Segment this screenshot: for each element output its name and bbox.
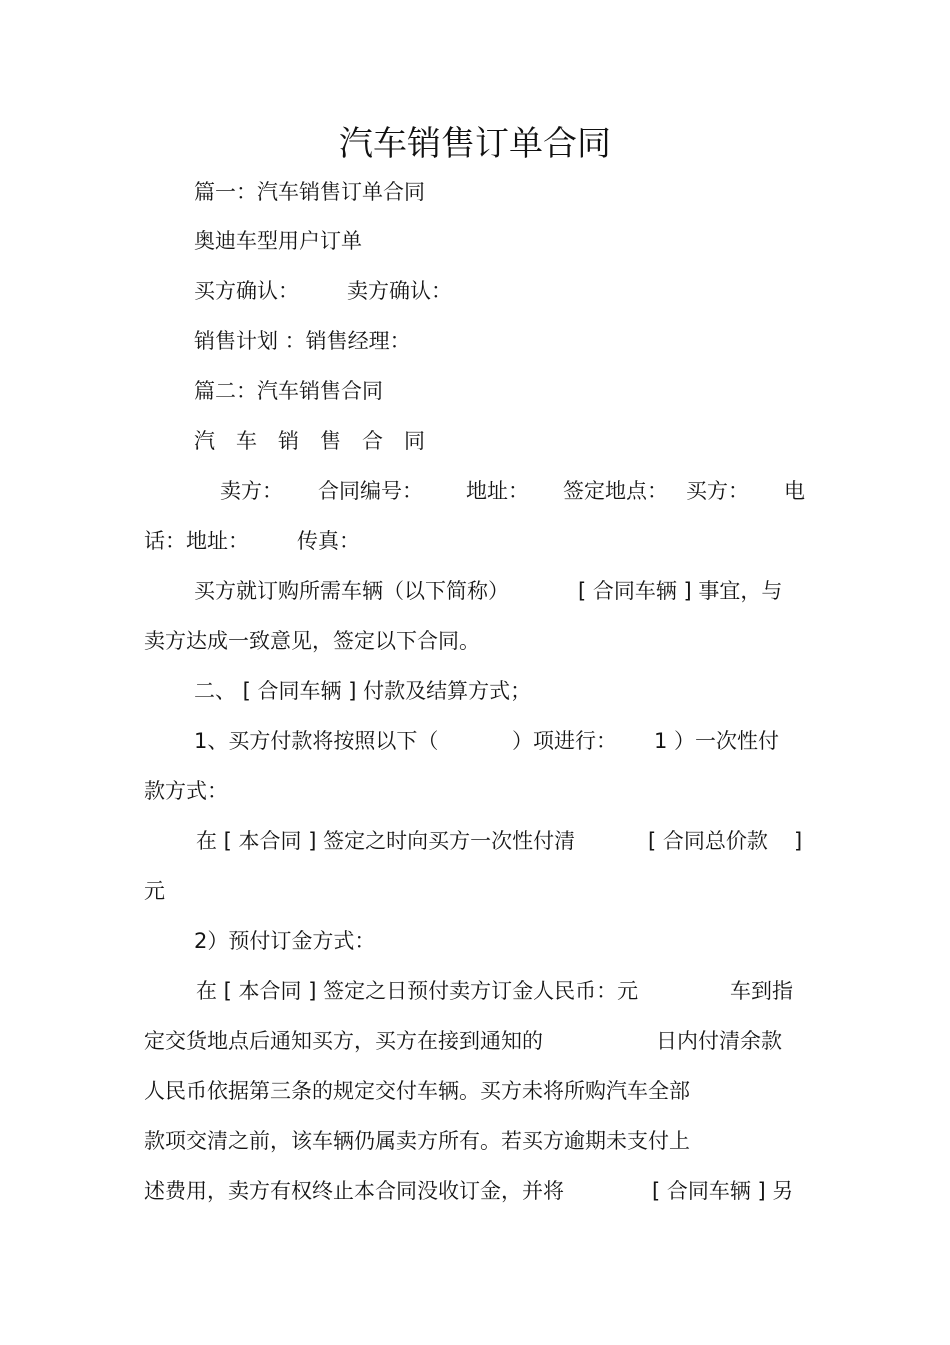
payment-method-line: 款方式： [144,779,228,803]
address-label: 地址： [466,479,529,503]
document-title: 汽车销售订单合同 [339,124,611,164]
payment-clause-item: ）项进行： [512,729,617,753]
confirmation-line [0,276,950,306]
section-two-heading: 篇二：汽车销售合同 [194,379,383,403]
contact-line [0,526,950,556]
delivery-notice-line [0,1026,950,1056]
delivery-notice-text: 定交货地点后通知买方，买方在接到通知的 [144,1029,543,1053]
payment-clause-line [0,726,950,756]
order-subtitle: 奥迪车型用户订单 [194,229,362,253]
contract-number-label: 合同编号： [318,479,423,503]
parties-line [0,476,950,506]
seller-label: 卖方： [220,479,283,503]
termination-text: 述费用，卖方有权终止本合同没收订金，并将 [144,1179,564,1203]
sales-plan-line: 销售计划 ：销售经理： [194,329,411,353]
currency-unit-line: 元 [144,879,165,903]
purpose-line [0,576,950,606]
payment-clause-text: 1、买方付款将按照以下（ [194,729,439,753]
section-one-heading: 篇一：汽车销售订单合同 [194,180,425,204]
purpose-text: 买方就订购所需车辆（以下简称） [194,579,509,603]
seller-confirm-label: 卖方确认： [347,279,452,303]
agreement-line: 卖方达成一致意见，签定以下合同。 [144,629,480,653]
purpose-text-continued: [ 合同车辆 ] 事宜，与 [578,579,783,603]
total-price-bracket: ] [794,829,803,853]
lump-sum-text: 在 [ 本合同 ] 签定之时向买方一次性付清 [196,829,576,853]
contract-spaced-title: 汽 车 销 售 合 同 [194,429,425,453]
termination-line [0,1176,950,1206]
ownership-line: 款项交清之前，该车辆仍属卖方所有。若买方逾期未支付上 [144,1129,690,1153]
deposit-text: 在 [ 本合同 ] 签定之日预付卖方订金人民币：元 [196,979,639,1003]
deposit-line [0,976,950,1006]
deposit-method-heading: 2）预付订金方式： [194,929,376,953]
buyer-confirm-label: 买方确认： [194,279,299,303]
delivery-text-start: 车到指 [730,979,793,1003]
balance-payment-text: 日内付清余款 [656,1029,782,1053]
lump-sum-option: 1 ）一次性付 [654,729,780,753]
phone-address-label: 话：地址： [144,529,249,553]
phone-label-start: 电 [784,479,805,503]
payment-section-heading: 二、 [ 合同车辆 ] 付款及结算方式； [194,679,532,703]
lump-sum-line [0,826,950,856]
delivery-terms-line: 人民币依据第三条的规定交付车辆。买方未将所购汽车全部 [144,1079,690,1103]
buyer-label: 买方： [686,479,749,503]
termination-text-continued: [ 合同车辆 ] 另 [652,1179,794,1203]
signing-place-label: 签定地点： [563,479,668,503]
fax-label: 传真： [297,529,360,553]
total-price-label: [ 合同总价款 [648,829,768,853]
